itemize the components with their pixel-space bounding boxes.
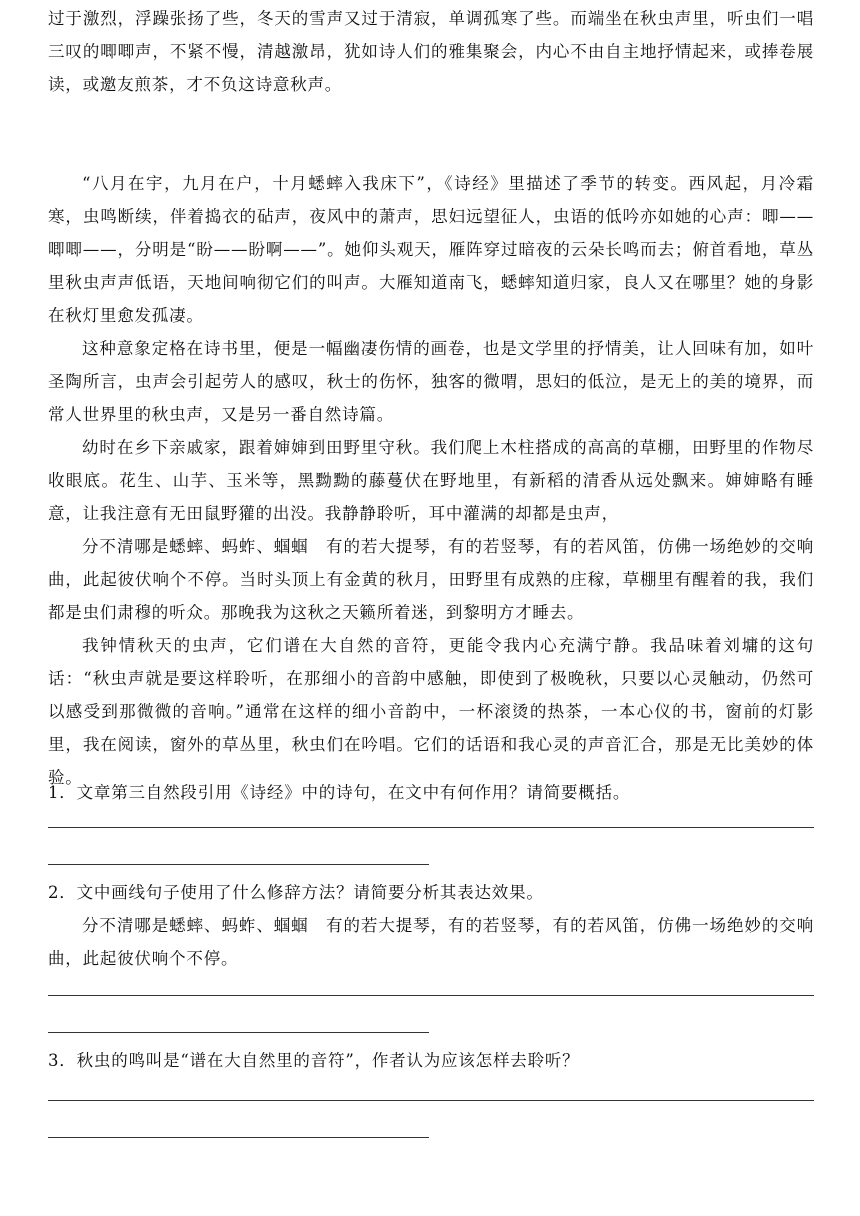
answer-line-1a[interactable] — [48, 827, 814, 828]
answer-line-2b[interactable] — [48, 1032, 429, 1033]
paragraph-4: 幼时在乡下亲戚家，跟着婶婶到田野里守秋。我们爬上木柱搭成的高高的草棚，田野里的作物尽收眼底。花生、山芋、玉米等，黑黝黝的藤蔓伏在野地里，有新稻的清香从远处飘来。婶婶略有睡意，让我注意有无田鼠野獾的出没。我静静聆听，耳中灌满的却都是虫声， — [48, 438, 814, 523]
paragraph-2: “八月在宇，九月在户，十月蟋蟀入我床下”，《诗经》里描述了季节的转变。西风起，月冷霜寒，虫鸣断续，伴着捣衣的砧声，夜风中的萧声，思妇远望征人，虫语的低吟亦如她的心声：唧——唧唧——，分明是“盼——盼啊——”。她仰头观天，雁阵穿过暗夜的云朵长鸣而去；俯首看地，草丛里秋虫声声低语，天地间响彻它们的叫声。大雁知道南飞，蟋蟀知道归家，良人又在哪里？她的身影在秋灯里愈发孤凄。 — [48, 174, 814, 325]
paragraph-5: 分不清哪是蟋蟀、蚂蚱、蝈蝈 有的若大提琴，有的若竖琴，有的若风笛，仿佛一场绝妙的交响曲，此起彼伏响个不停。当时头顶上有金黄的秋月，田野里有成熟的庄稼，草棚里有醒着的我，我们都是虫们肃穆的听众。那晚我为这秋之天籁所着迷，到黎明方才睡去。 — [48, 537, 814, 622]
answer-line-2a[interactable] — [48, 995, 814, 996]
answer-line-3b[interactable] — [48, 1137, 429, 1138]
question-2: 2．文中画线句子使用了什么修辞方法？请简要分析其表达效果。 — [48, 883, 544, 902]
paragraph-1: 过于激烈，浮躁张扬了些，冬天的雪声又过于清寂，单调孤寒了些。而端坐在秋虫声里，听虫们一唱三叹的唧唧声，不紧不慢，清越激昂，犹如诗人们的雅集聚会，内心不由自主地抒情起来，或捧卷展读，或邀友煎茶，才不负这诗意秋声。 — [48, 9, 814, 94]
answer-line-1b[interactable] — [48, 864, 429, 865]
paragraph-6: 我钟情秋天的虫声，它们谱在大自然的音符，更能令我内心充满宁静。我品味着刘墉的这句话：“秋虫声就是要这样聆听，在那细小的音韵中感触，即使到了极晚秋，只要以心灵触动，仍然可以感受到那微微的音响。”通常在这样的细小音韵中，一杯滚烫的热茶，一本心仪的书，窗前的灯影里，我在阅读，窗外的草丛里，秋虫们在吟唱。它们的话语和我心灵的声音汇合，那是无比美妙的体验。 — [48, 636, 814, 787]
paragraph-3: 这种意象定格在诗书里，便是一幅幽凄伤情的画卷，也是文学里的抒情美，让人回味有加，如叶圣陶所言，虫声会引起劳人的感叹，秋士的伤怀，独客的微喟，思妇的低泣，是无上的美的境界，而常人世界里的秋虫声，又是另一番自然诗篇。 — [48, 339, 814, 424]
answer-line-3a[interactable] — [48, 1100, 814, 1101]
question-2-quote: 分不清哪是蟋蟀、蚂蚱、蝈蝈 有的若大提琴，有的若竖琴，有的若风笛，仿佛一场绝妙的交响曲，此起彼伏响个不停。 — [48, 916, 814, 968]
question-1: 1．文章第三自然段引用《诗经》中的诗句，在文中有何作用？请简要概括。 — [48, 783, 631, 802]
question-3: 3．秋虫的鸣叫是“谱在大自然里的音符”，作者认为应该怎样去聆听？ — [48, 1051, 580, 1070]
